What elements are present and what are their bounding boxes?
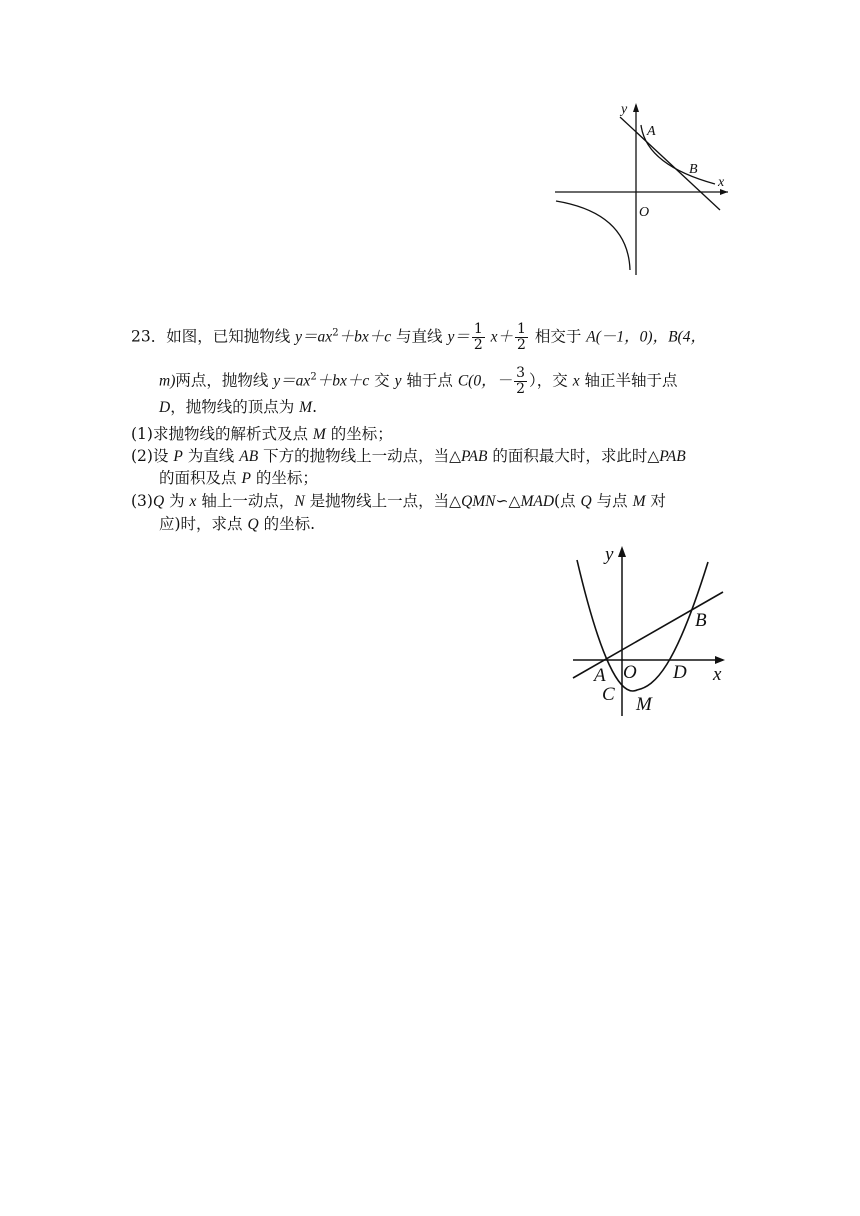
fraction-denominator: 2 xyxy=(473,337,483,353)
equation-parabola-rest: ＋bx＋c xyxy=(338,328,392,346)
y-axis-arrow xyxy=(618,546,626,557)
point-B: B(4， xyxy=(668,328,706,346)
straight-line xyxy=(620,117,720,210)
fig2-label-A: A xyxy=(594,665,606,686)
text-segment: 求抛物线的解析式及点 xyxy=(152,425,313,443)
question-1 xyxy=(131,424,393,445)
var-P: P xyxy=(241,470,251,487)
similar-symbol: ∽ xyxy=(495,492,509,510)
text-segment: 交 xyxy=(369,371,395,390)
var-N: N xyxy=(294,493,305,510)
text-segment: 对 xyxy=(645,492,666,510)
text-segment: 与直线 xyxy=(391,327,448,346)
text-segment: 为 xyxy=(164,492,190,510)
text-segment: 与点 xyxy=(591,492,633,510)
question-number: (3) xyxy=(131,492,153,510)
var-AB: AB xyxy=(239,448,259,465)
question-3-line-2 xyxy=(159,514,315,535)
var-PAB: PAB xyxy=(659,448,686,465)
text-segment: 如图，已知抛物线 xyxy=(166,327,296,346)
text-segment: △ xyxy=(508,492,521,510)
text-segment: 两点，抛物线 xyxy=(175,371,274,390)
text-segment: 轴于点 xyxy=(401,371,458,390)
var-m: m) xyxy=(159,372,176,390)
fig2-label-C: C xyxy=(602,684,615,705)
equation-line-rest: x＋ xyxy=(486,328,514,346)
var-x: x xyxy=(189,493,197,510)
fraction-denominator: 2 xyxy=(517,337,526,353)
hyperbola-branch-3 xyxy=(556,201,630,270)
question-number: (1) xyxy=(131,425,153,443)
fig2-label-D: D xyxy=(673,662,687,683)
y-axis-arrow xyxy=(633,103,639,112)
text-segment: 相交于 xyxy=(529,327,587,346)
fig1-label-O: O xyxy=(639,205,650,220)
text-segment: 为直线 xyxy=(182,447,240,465)
superscript: 2 xyxy=(310,371,317,383)
var-Q: Q xyxy=(152,493,165,510)
var-M: M xyxy=(312,426,326,443)
fraction-half xyxy=(472,322,485,353)
text-segment: 轴上一动点， xyxy=(196,492,295,510)
text-segment: 的坐标； xyxy=(325,425,393,443)
var-Q: Q xyxy=(580,493,592,510)
fig1-label-x: x xyxy=(718,175,725,190)
text-segment: 的坐标； xyxy=(250,469,318,487)
var-Q: Q xyxy=(247,516,259,533)
var-M: M xyxy=(632,493,646,510)
fraction-numerator: 3 xyxy=(516,365,525,381)
fig2-label-B: B xyxy=(695,610,707,631)
text-segment: 应)时，求点 xyxy=(159,515,248,533)
point-C: C(0，－ xyxy=(457,372,513,390)
fig2-label-M: M xyxy=(636,694,652,715)
text-segment: ，抛物线的顶点为 xyxy=(170,398,300,416)
text-segment: 的面积及点 xyxy=(159,469,242,487)
fig2-label-x: x xyxy=(713,664,722,685)
figure-parabola-line xyxy=(565,538,740,718)
fig2-label-y: y xyxy=(605,544,614,565)
fraction-three-halves xyxy=(514,366,527,397)
var-QMN: QMN xyxy=(461,493,496,510)
text-segment: 下方的抛物线上一动点，当△ xyxy=(258,447,462,465)
var-PAB: PAB xyxy=(461,448,488,465)
text-segment: ），交 xyxy=(529,371,573,390)
x-axis-arrow xyxy=(715,656,725,664)
equation-parabola: y＝ax xyxy=(273,372,311,390)
equation-parabola-rest: ＋bx＋c xyxy=(316,372,370,390)
fig1-label-A: A xyxy=(647,124,656,139)
text-segment: 的坐标. xyxy=(258,515,316,533)
fig1-label-B: B xyxy=(689,162,698,177)
var-P: P xyxy=(173,448,183,465)
fraction-denominator: 2 xyxy=(516,381,525,397)
var-M: M xyxy=(299,399,313,416)
text-segment: 设 xyxy=(152,447,174,465)
question-3-line-1 xyxy=(131,491,666,512)
problem-number: 23． xyxy=(131,327,167,346)
text-segment: (点 xyxy=(554,492,581,510)
text-segment: 轴正半轴于点 xyxy=(579,371,678,390)
var-y: y xyxy=(394,372,402,390)
equation-parabola: y＝ax xyxy=(295,328,333,346)
text-segment: . xyxy=(312,398,317,416)
fraction-half xyxy=(515,322,528,353)
text-segment: 是抛物线上一点，当△ xyxy=(304,492,462,510)
equation-line: y＝ xyxy=(447,328,470,346)
text-segment: 的面积最大时，求此时△ xyxy=(487,447,660,465)
question-2-line-2 xyxy=(159,468,318,489)
problem-line-3 xyxy=(159,397,317,418)
var-x: x xyxy=(572,372,580,390)
question-2-line-1 xyxy=(131,446,686,467)
superscript: 2 xyxy=(332,327,339,339)
fig1-label-y: y xyxy=(621,102,628,117)
var-MAD: MAD xyxy=(520,493,555,510)
var-D: D xyxy=(159,399,171,416)
fraction-numerator: 1 xyxy=(517,321,526,337)
problem-line-2 xyxy=(159,366,678,397)
point-A: A(－1，0)， xyxy=(586,328,669,346)
fraction-numerator: 1 xyxy=(473,321,483,337)
fig2-label-O: O xyxy=(623,662,637,683)
figure-hyperbola-line xyxy=(550,95,740,280)
question-number: (2) xyxy=(131,447,153,465)
problem-line-1 xyxy=(131,322,706,353)
